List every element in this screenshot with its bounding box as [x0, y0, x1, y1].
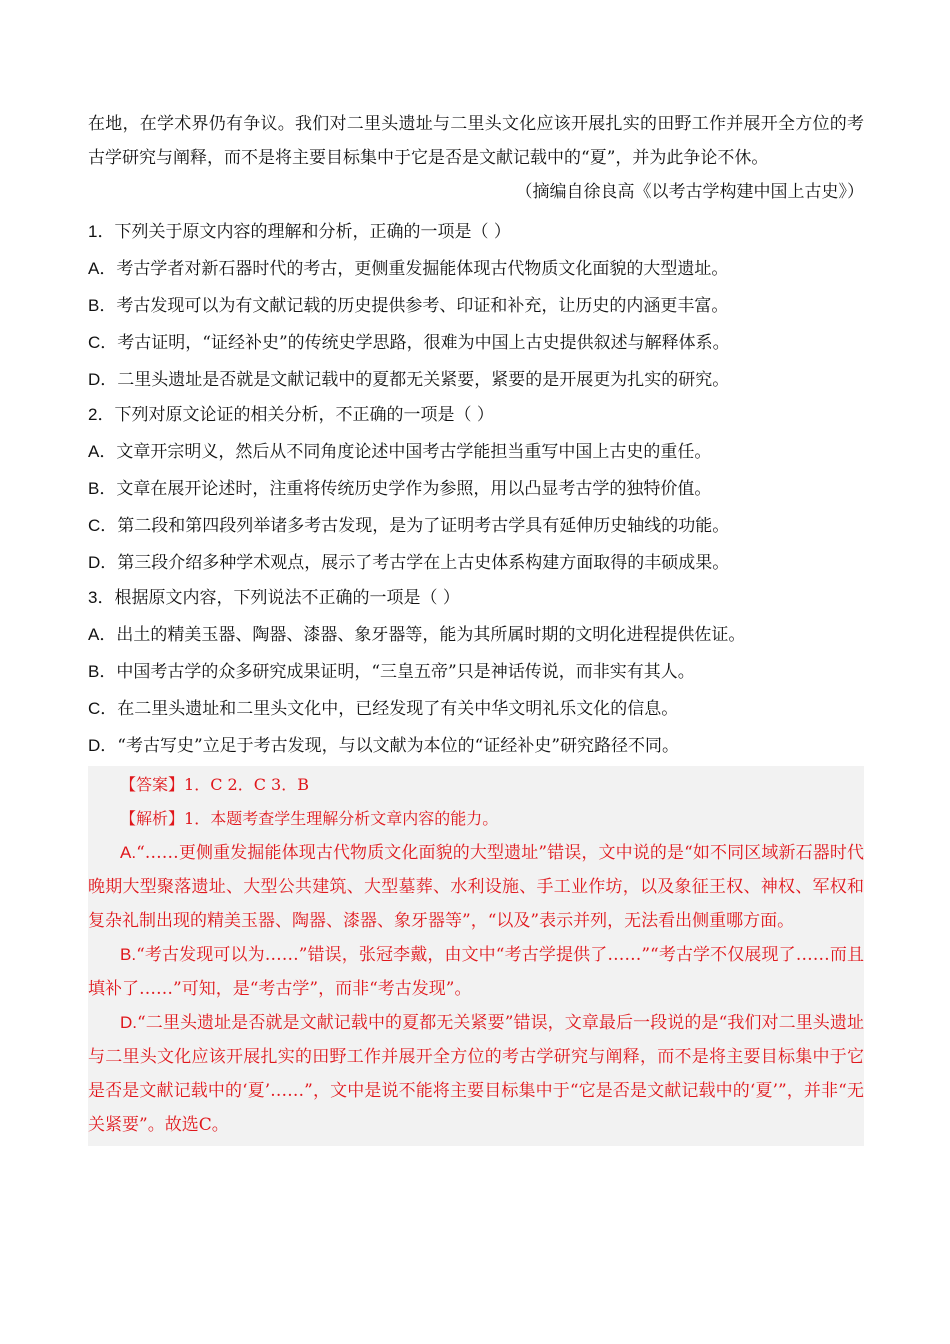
content-area — [88, 107, 864, 1146]
analysis-item-d — [88, 1006, 864, 1142]
option-label: D． — [88, 553, 118, 572]
option-label: D． — [88, 736, 118, 755]
question-stem — [88, 403, 864, 427]
analysis-text: “二里头遗址是否就是文献记载中的夏都无关紧要”错误，文章最后一段说的是“我们对二里头遗址与二里头文化应该开展扎实的田野工作并展开全方位的考古学研究与阐释，而不是将主要目标集中于它是否是文献记载中的‘夏’……”，文中是说不能将主要目标集中于“它是否是文献记载中的‘夏’”，并非“无关紧要”。故选C。 — [88, 1013, 864, 1135]
answer-section — [88, 766, 864, 1146]
option-c — [88, 514, 864, 538]
passage-text: 在地，在学术界仍有争议。我们对二里头遗址与二里头文化应该开展扎实的田野工作并展开全方位的考古学研究与阐释，而不是将主要目标集中于它是否是文献记载中的“夏”，并为此争论不休。 — [88, 114, 864, 168]
option-b — [88, 660, 864, 684]
question-3 — [88, 586, 864, 758]
option-text: 文章开宗明义，然后从不同角度论述中国考古学能担当重写中国上古史的重任。 — [116, 442, 712, 462]
answer-line — [88, 768, 864, 802]
question-number: 3． — [88, 588, 115, 607]
option-label: B． — [88, 662, 117, 681]
option-c — [88, 331, 864, 355]
option-label: C． — [88, 516, 118, 535]
analysis-text: “考古发现可以为……”错误，张冠李戴，由文中“考古学提供了……”“考古学不仅展现了……而且填补了……”可知，是“考古学”，而非“考古发现”。 — [88, 945, 864, 999]
analysis-item-a — [88, 836, 864, 938]
option-a — [88, 440, 864, 464]
question-stem — [88, 586, 864, 610]
analysis-intro: 1．本题考查学生理解分析文章内容的能力。 — [184, 809, 499, 828]
question-text: 下列关于原文内容的理解和分析，正确的一项是（ ） — [114, 222, 511, 242]
analysis-lead: A. — [120, 843, 137, 862]
question-1 — [88, 220, 864, 392]
option-text: 出土的精美玉器、陶器、漆器、象牙器等，能为其所属时期的文明化进程提供佐证。 — [116, 625, 746, 645]
option-label: B． — [88, 296, 117, 315]
option-text: 考古证明，“证经补史”的传统史学思路，很难为中国上古史提供叙述与解释体系。 — [117, 333, 730, 353]
question-number: 1． — [88, 222, 115, 241]
option-label: C． — [88, 699, 118, 718]
analysis-lead: B. — [120, 945, 137, 964]
question-text: 根据原文内容，下列说法不正确的一项是（ ） — [114, 588, 460, 608]
option-d — [88, 734, 864, 758]
option-a — [88, 257, 864, 281]
option-b — [88, 477, 864, 501]
option-a — [88, 623, 864, 647]
question-stem — [88, 220, 864, 244]
option-c — [88, 697, 864, 721]
question-2 — [88, 403, 864, 575]
option-d — [88, 368, 864, 392]
option-label: D． — [88, 370, 118, 389]
analysis-line — [88, 802, 864, 836]
analysis-text: “……更侧重发掘能体现古代物质文化面貌的大型遗址”错误，文中说的是“如不同区域新石器时代晚期大型聚落遗址、大型公共建筑、大型墓葬、水利设施、手工业作坊，以及象征王权、神权、军权和复杂礼制出现的精美玉器、陶器、漆器、象牙器等”，“以及”表示并列，无法看出侧重哪方面。 — [88, 843, 864, 931]
option-label: B． — [88, 479, 117, 498]
option-label: C． — [88, 333, 118, 352]
analysis-lead: D. — [120, 1013, 137, 1032]
option-text: 考古发现可以为有文献记载的历史提供参考、印证和补充，让历史的内涵更丰富。 — [116, 296, 729, 316]
passage-source: （摘编自徐良高《以考古学构建中国上古史》） — [515, 182, 864, 202]
question-text: 下列对原文论证的相关分析，不正确的一项是（ ） — [114, 405, 494, 425]
option-text: 文章在展开论述时，注重将传统历史学作为参照，用以凸显考古学的独特价值。 — [116, 479, 712, 499]
option-text: “考古写史”立足于考古发现，与以文献为本位的“证经补史”研究路径不同。 — [117, 736, 680, 756]
option-text: 考古学者对新石器时代的考古，更侧重发掘能体现古代物质文化面貌的大型遗址。 — [116, 259, 729, 279]
option-d — [88, 551, 864, 575]
option-b — [88, 294, 864, 318]
option-text: 第二段和第四段列举诸多考古发现，是为了证明考古学具有延伸历史轴线的功能。 — [117, 516, 730, 536]
option-label: A． — [88, 259, 117, 278]
question-number: 2． — [88, 405, 115, 424]
answer-value: 1．C 2．C 3．B — [184, 775, 309, 794]
option-label: A． — [88, 625, 117, 644]
answer-tag: 【答案】 — [120, 775, 185, 794]
option-label: A． — [88, 442, 117, 461]
option-text: 在二里头遗址和二里头文化中，已经发现了有关中华文明礼乐文化的信息。 — [117, 699, 679, 719]
option-text: 二里头遗址是否就是文献记载中的夏都无关紧要，紧要的是开展更为扎实的研究。 — [117, 370, 730, 390]
option-text: 第三段介绍多种学术观点，展示了考古学在上古史体系构建方面取得的丰硕成果。 — [117, 553, 730, 573]
analysis-item-b — [88, 938, 864, 1006]
analysis-tag: 【解析】 — [120, 809, 185, 828]
option-text: 中国考古学的众多研究成果证明，“三皇五帝”只是神话传说，而非实有其人。 — [116, 662, 695, 682]
